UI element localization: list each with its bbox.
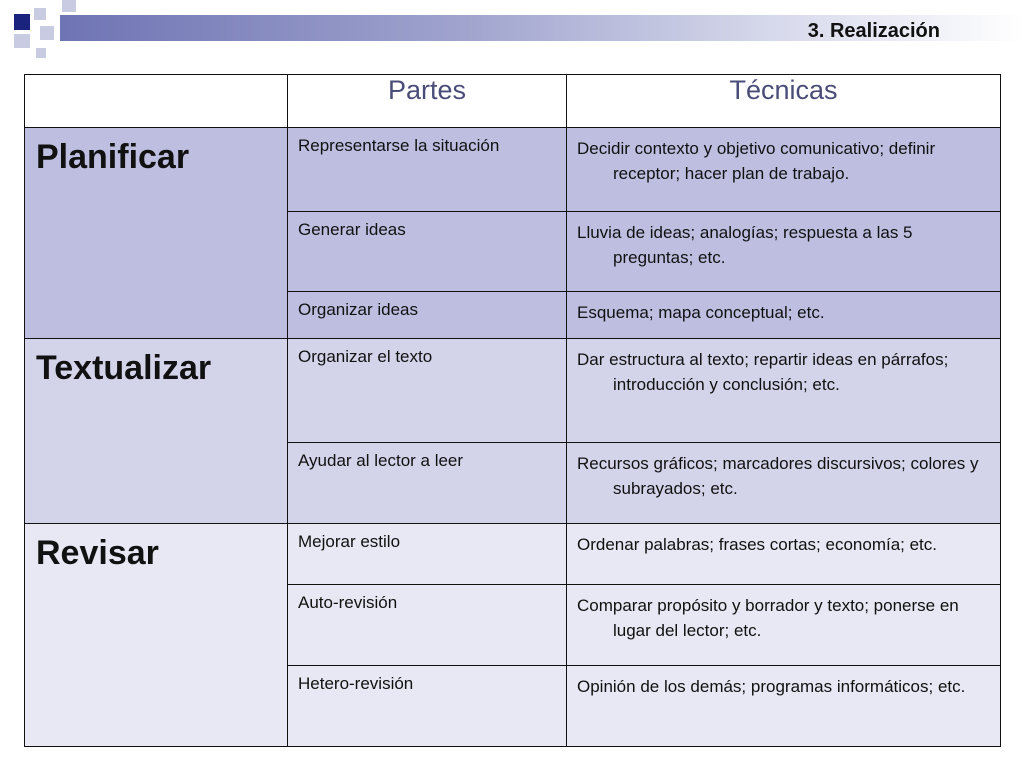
technique-cell [567, 212, 1001, 292]
technique-cell [567, 666, 1001, 747]
decor-square [62, 0, 76, 12]
technique-text: Dar estructura al texto; repartir ideas en párrafos; introducción y conclusión; etc. [577, 350, 949, 394]
technique-text: Comparar propósito y borrador y texto; ponerse en lugar del lector; etc. [577, 596, 959, 640]
technique-text: Recursos gráficos; marcadores discursivos; colores y subrayados; etc. [577, 454, 979, 498]
part-cell: Auto-revisión [288, 585, 567, 666]
part-cell: Ayudar al lector a leer [288, 443, 567, 524]
technique-text: Lluvia de ideas; analogías; respuesta a las 5 preguntas; etc. [577, 223, 913, 267]
technique-text: Esquema; mapa conceptual; etc. [577, 303, 825, 322]
table-row [25, 339, 1001, 443]
header-tecnicas: Técnicas [567, 75, 1001, 128]
technique-cell [567, 292, 1001, 339]
technique-text: Ordenar palabras; frases cortas; economía; etc. [577, 535, 938, 554]
decor-square [36, 48, 46, 58]
table-row [25, 128, 1001, 212]
stage-planificar: Planificar [25, 128, 288, 339]
stage-textualizar: Textualizar [25, 339, 288, 524]
writing-process-table [24, 74, 1001, 747]
decor-square [14, 34, 30, 48]
technique-cell [567, 524, 1001, 585]
part-cell: Representarse la situación [288, 128, 567, 212]
technique-cell [567, 128, 1001, 212]
slide-title: 3. Realización [807, 20, 940, 42]
technique-text: Opinión de los demás; programas informáticos; etc. [577, 677, 966, 696]
part-cell: Organizar el texto [288, 339, 567, 443]
part-cell: Generar ideas [288, 212, 567, 292]
technique-cell [567, 443, 1001, 524]
header-blank-cell [25, 75, 288, 128]
part-cell: Mejorar estilo [288, 524, 567, 585]
table-row [25, 524, 1001, 585]
decor-square [40, 26, 54, 40]
part-cell: Organizar ideas [288, 292, 567, 339]
header-partes: Partes [288, 75, 567, 128]
technique-cell [567, 339, 1001, 443]
part-cell: Hetero-revisión [288, 666, 567, 747]
table-header-row [25, 75, 1001, 128]
decor-square [34, 8, 46, 20]
stage-revisar: Revisar [25, 524, 288, 747]
technique-text: Decidir contexto y objetivo comunicativo; definir receptor; hacer plan de trabajo. [577, 139, 936, 183]
decor-square [14, 14, 30, 30]
technique-cell [567, 585, 1001, 666]
